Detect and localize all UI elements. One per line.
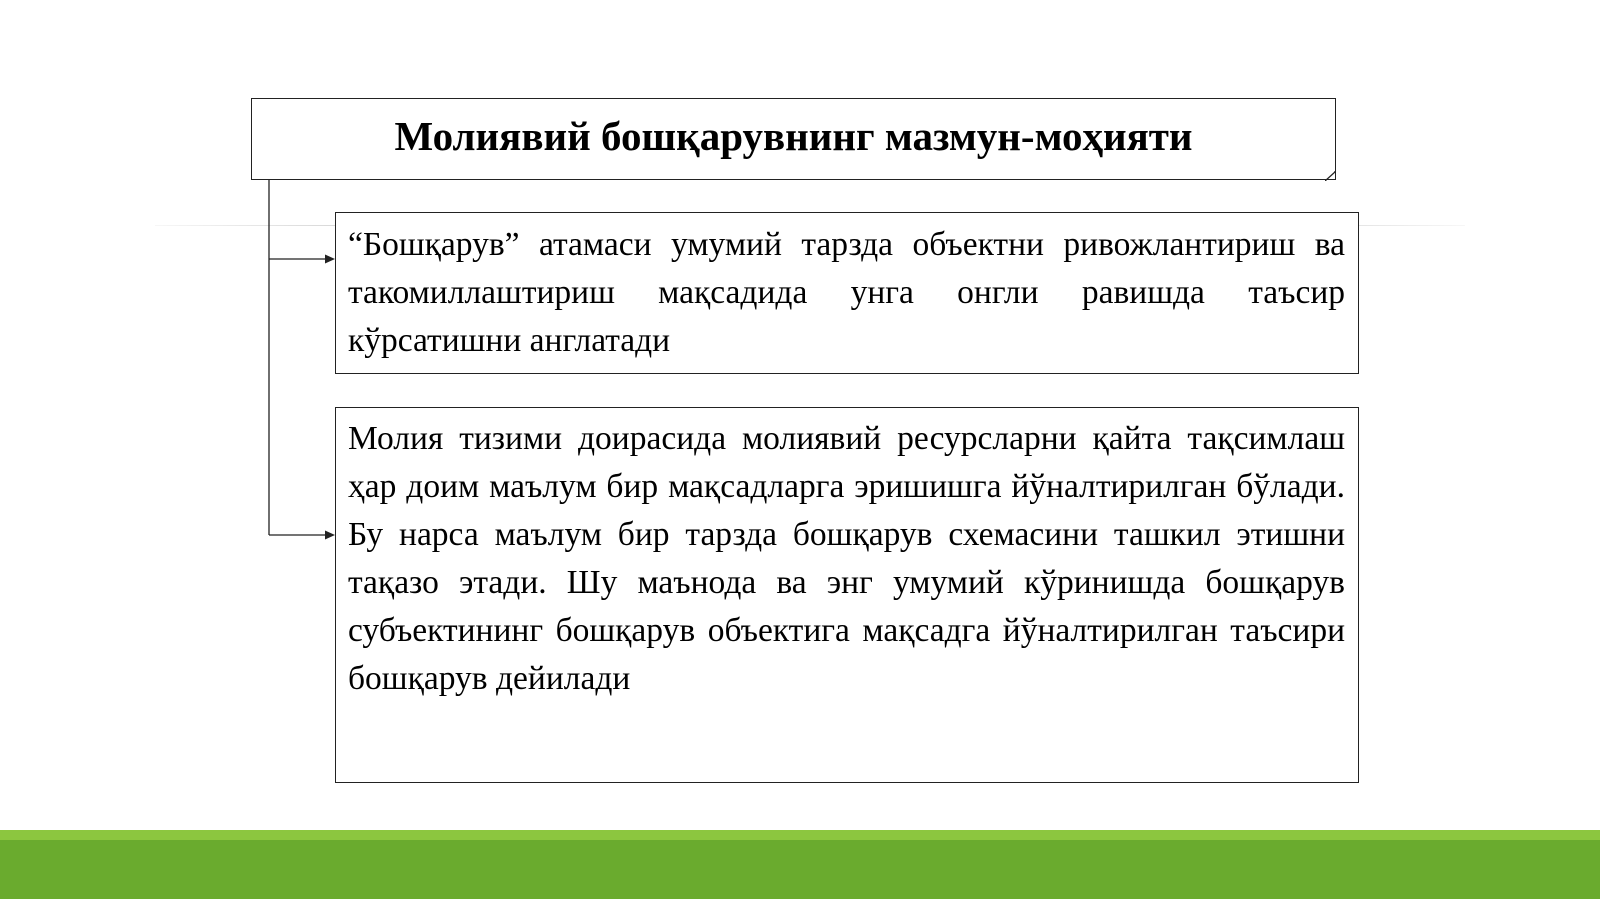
footer-band-light: [0, 830, 1600, 840]
arrowhead-2: [325, 531, 335, 540]
definition-text-2: Молия тизими доирасида молиявий ресурсларни қайта тақсимлаш ҳар доим маълум бир мақсадларга эришишга йўналтирилган бўлади. Бу нарса маълум бир тарзда бошқарув схемасини ташкил этишни тақазо этади. Шу маънода ва энг умумий кўринишда бошқарув субъектининг бошқарув объектига мақсадга йўналтирилган таъсири бошқарув дейилади: [348, 420, 1345, 697]
title-box: [251, 98, 1336, 180]
arrowhead-1: [325, 255, 335, 264]
diagram-title: Молиявий бошқарувнинг мазмун-моҳияти: [394, 113, 1193, 159]
definition-text-1: “Бошқарув” атамаси умумий тарзда объектни ривожлантириш ва такомиллаштириш мақсадида унга онгли равишда таъсир кўрсатишни англатади: [348, 226, 1345, 359]
page-fold-corner: [1325, 171, 1337, 181]
footer-band-dark: [0, 840, 1600, 899]
definition-box-2: [335, 407, 1359, 783]
definition-box-1: [335, 212, 1359, 374]
